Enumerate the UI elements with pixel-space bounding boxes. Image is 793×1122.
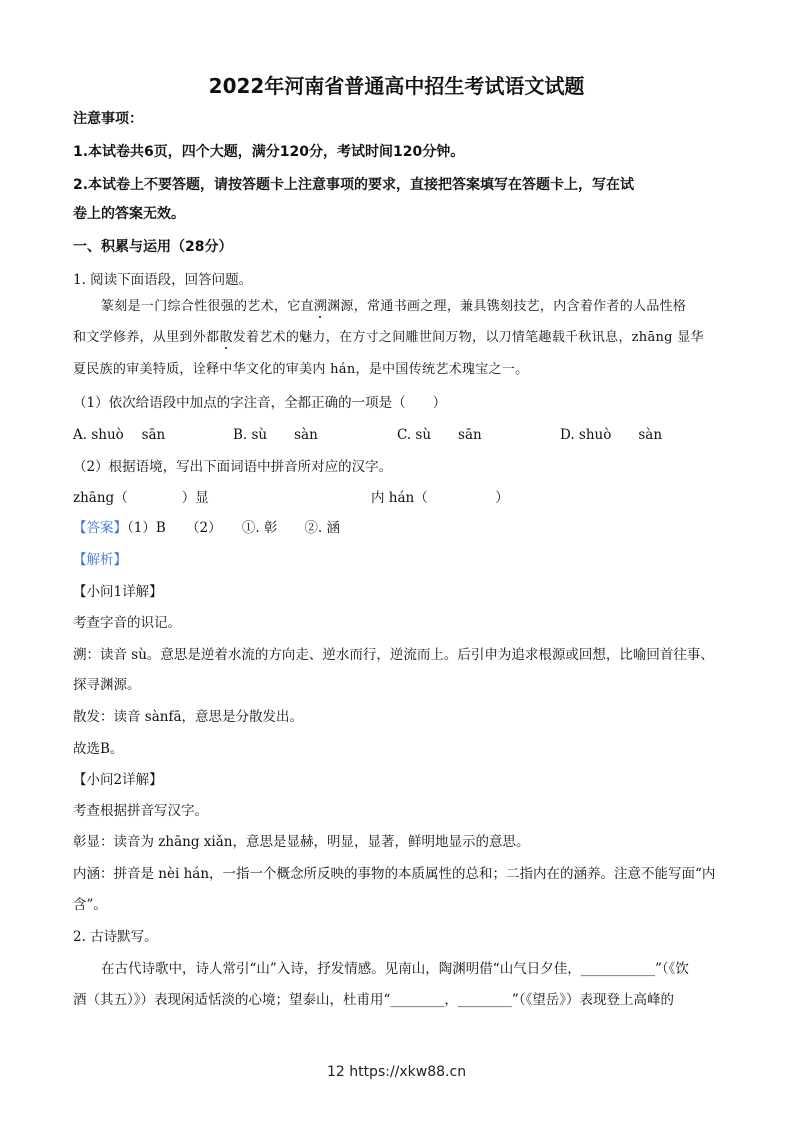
- detail-text: 考查字音的识记。: [73, 615, 181, 631]
- detail-text: 含”。: [73, 897, 107, 913]
- detail-text: 探寻渊源。: [73, 677, 141, 693]
- question-1-stem: 1. 阅读下面语段，回答问题。: [73, 272, 253, 288]
- answer-tag: 【答案】: [73, 520, 127, 536]
- sub-question-1: （1）依次给语段中加点的字注音，全都正确的一项是（ ）: [73, 395, 447, 411]
- section-heading: 一、积累与运用（28分）: [73, 239, 233, 255]
- analysis-tag: 【解析】: [73, 552, 127, 568]
- answer-text: （1）B （2） ①. 彰 ②. 涵: [127, 520, 341, 536]
- notice-heading: 注意事项：: [73, 111, 143, 127]
- passage-text: 发着艺术的魅力，在方寸之间雕世间万物，以刀情笔趣载千秋讯息，zhāng 显华: [232, 330, 704, 345]
- sub-2-detail-heading: 【小问2详解】: [73, 772, 163, 788]
- passage-text: 渊源，常通书画之理，兼具镌刻技艺，内含着作者的人品性格: [327, 299, 687, 314]
- option-b: B. sù sàn: [233, 427, 318, 443]
- detail-text: 内涵：拼音是 nèi hán，一指一个概念所反映的事物的本质属性的总和；二指内在的涵养。注意不能写面“内: [73, 866, 716, 882]
- option-d: D. shuò sàn: [560, 427, 663, 443]
- sub-1-detail-heading: 【小问1详解】: [73, 584, 163, 600]
- detail-text: 彰显：读音为 zhāng xiǎn，意思是显赫，明显，显著，鲜明地显示的意思。: [73, 834, 530, 850]
- page-footer: 12 https://xkw88.cn: [326, 1064, 467, 1080]
- dotted-char: 溯: [313, 299, 328, 314]
- answer-line: [73, 516, 340, 536]
- passage-line-1: [101, 295, 686, 314]
- detail-text: 考查根据拼音写汉字。: [73, 803, 208, 819]
- detail-text: 溯：读音 sù。意思是逆着水流的方向走、逆水而行，逆流而上。后引申为追求根源或回想，比喻回首往事、: [73, 647, 714, 663]
- detail-text: 故选B。: [73, 741, 124, 757]
- question-2-text: 在古代诗歌中，诗人常引“山”入诗，抒发情感。见南山，陶渊明借“山气日夕佳，___________”（《饮: [101, 961, 689, 977]
- option-a: A. shuò sān: [73, 427, 166, 443]
- notice-item-2-cont: 卷上的答案无效。: [73, 206, 185, 222]
- blank-zhang: zhāng（ ）显: [73, 490, 209, 506]
- detail-text: 散发：读音 sànfā，意思是分散发出。: [73, 709, 304, 725]
- passage-text: 篆刻是一门综合性很强的艺术，它直: [101, 299, 314, 314]
- blank-han: 内 hán（ ）: [371, 490, 509, 506]
- passage-text: 和文学修养，从里到外都: [73, 330, 220, 345]
- passage-line-2: [73, 326, 704, 345]
- option-c: C. sù sān: [397, 427, 482, 443]
- question-2-text: 酒（其五）》）表现闲适恬淡的心境；望泰山，杜甫用“________，________”（《望岳》）表现登上高峰的: [73, 992, 675, 1008]
- dotted-char: 散: [219, 330, 233, 345]
- question-2-stem: 2. 古诗默写。: [73, 929, 158, 945]
- page-title: 2022年河南省普通高中招生考试语文试题: [208, 74, 585, 98]
- sub-question-2: （2）根据语境，写出下面词语中拼音所对应的汉字。: [73, 459, 393, 475]
- passage-line-3: 夏民族的审美特质，诠释中华文化的审美内 hán，是中国传统艺术瑰宝之一。: [73, 362, 529, 377]
- notice-item-1: 1.本试卷共6页，四个大题，满分120分，考试时间120分钟。: [73, 144, 465, 160]
- notice-item-2: 2.本试卷上不要答题，请按答题卡上注意事项的要求，直接把答案填写在答题卡上，写在试: [73, 177, 635, 193]
